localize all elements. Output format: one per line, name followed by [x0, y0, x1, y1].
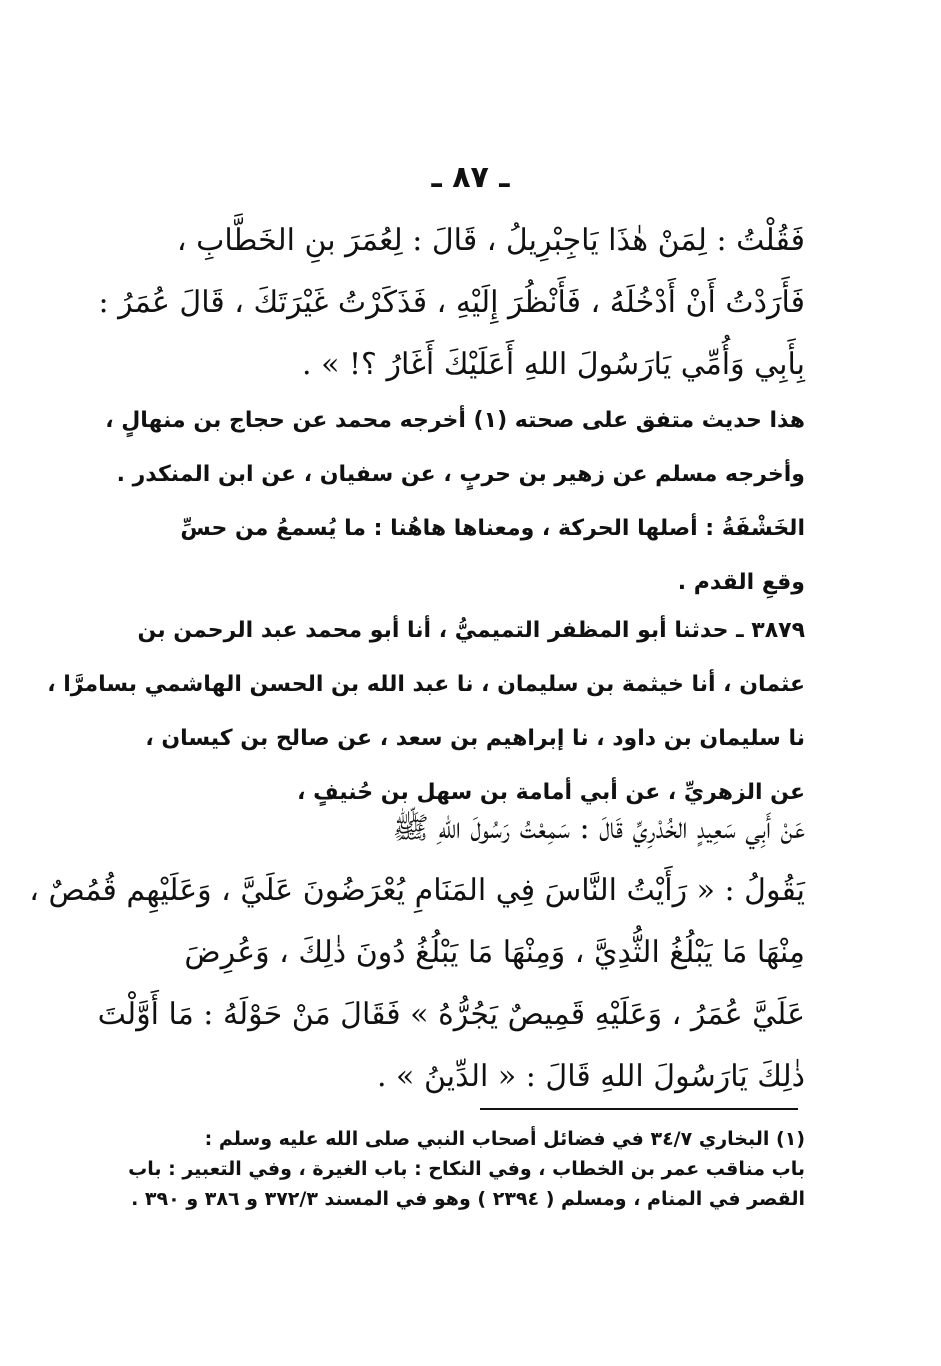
footnote-separator	[480, 1108, 798, 1110]
text-line: فَأَرَدْتُ أَنْ أَدْخُلَهُ ، فَأَنْظُرَ إِلَيْهِ ، فَذَكَرْتُ غَيْرَتَكَ ، قَالَ عُمَرُ :	[98, 285, 805, 320]
hadith-ending-block	[98, 210, 805, 396]
definition-block	[150, 502, 805, 610]
text-line: عثمان ، أنا خيثمة بن سليمان ، نا عبد الله بن الحسن الهاشمي بسامرَّا ،	[47, 672, 805, 697]
text-line: ٣٨٧٩ ـ حدثنا أبو المظفر التميميُّ ، أنا أبو محمد عبد الرحمن بن	[137, 618, 805, 643]
text-line: عن الزهريِّ ، عن أبي أمامة بن سهل بن حُنيفٍ ،	[297, 780, 805, 805]
text-line: نا سليمان بن داود ، نا إبراهيم بن سعد ، عن صالح بن كيسان ،	[145, 726, 805, 751]
isnad-block	[47, 604, 805, 820]
footnote-line: القصر في المنام ، ومسلم ( ٢٣٩٤ ) وهو في المسند ٣٧٢/٣ و ٣٨٦ و ٣٩٠ .	[131, 1188, 805, 1210]
commentary-block	[105, 394, 805, 502]
footnote-block	[128, 1124, 805, 1214]
footnote-line: (١) البخاري ٣٤/٧ في فضائل أصحاب النبي صلى الله عليه وسلم :	[204, 1128, 805, 1150]
footnote-line: باب مناقب عمر بن الخطاب ، وفي النكاح : باب الغيرة ، وفي التعبير : باب	[128, 1158, 805, 1180]
text-line: عَلَيَّ عُمَرُ ، وَعَلَيْهِ قَمِيصٌ يَجُرُّهُ » فَقَالَ مَنْ حَوْلَهُ : مَا أَوَّلْتَ	[97, 997, 805, 1032]
text-line: بِأَبِي وَأُمِّي يَارَسُولَ اللهِ أَعَلَيْكَ أَغَارُ ؟! » .	[302, 347, 805, 382]
text-line: هذا حديث متفق على صحته (١) أخرجه محمد عن حجاج بن منهالٍ ،	[105, 408, 805, 433]
text-line: ذٰلِكَ يَارَسُولَ اللهِ قَالَ : « الدِّينُ » .	[376, 1059, 805, 1094]
text-line: وأخرجه مسلم عن زهير بن حربٍ ، عن سفيان ، عن ابن المنكدر .	[116, 462, 805, 487]
text-line: وقعِ القدم .	[677, 570, 805, 595]
page-number: ـ ٨٧ ـ	[431, 160, 510, 195]
text-line: فَقُلْتُ : لِمَنْ هٰذَا يَاجِبْرِيلُ ، قَالَ : لِعُمَرَ بنِ الخَطَّابِ ،	[176, 223, 805, 258]
text-line: عَنْ أَبِي سَعِيدٍ الخُدْرِيِّ قَالَ : سَمِعْتُ رَسُولَ اللهِ ﷺ	[392, 811, 805, 846]
text-line: مِنْهَا مَا يَبْلُغُ الثُّدِيَّ ، وَمِنْهَا مَا يَبْلُغُ دُونَ ذٰلِكَ ، وَعُرِضَ	[184, 935, 805, 970]
text-line: يَقُولُ : « رَأَيْتُ النَّاسَ فِي المَنَامِ يُعْرَضُونَ عَلَيَّ ، وَعَلَيْهِم قُمُصٌ ،	[29, 873, 805, 908]
text-line: الخَشْفَةُ : أصلها الحركة ، ومعناها هاهُنا : ما يُسمعُ من حسِّ	[180, 516, 805, 541]
hadith-text-block	[29, 798, 805, 1108]
